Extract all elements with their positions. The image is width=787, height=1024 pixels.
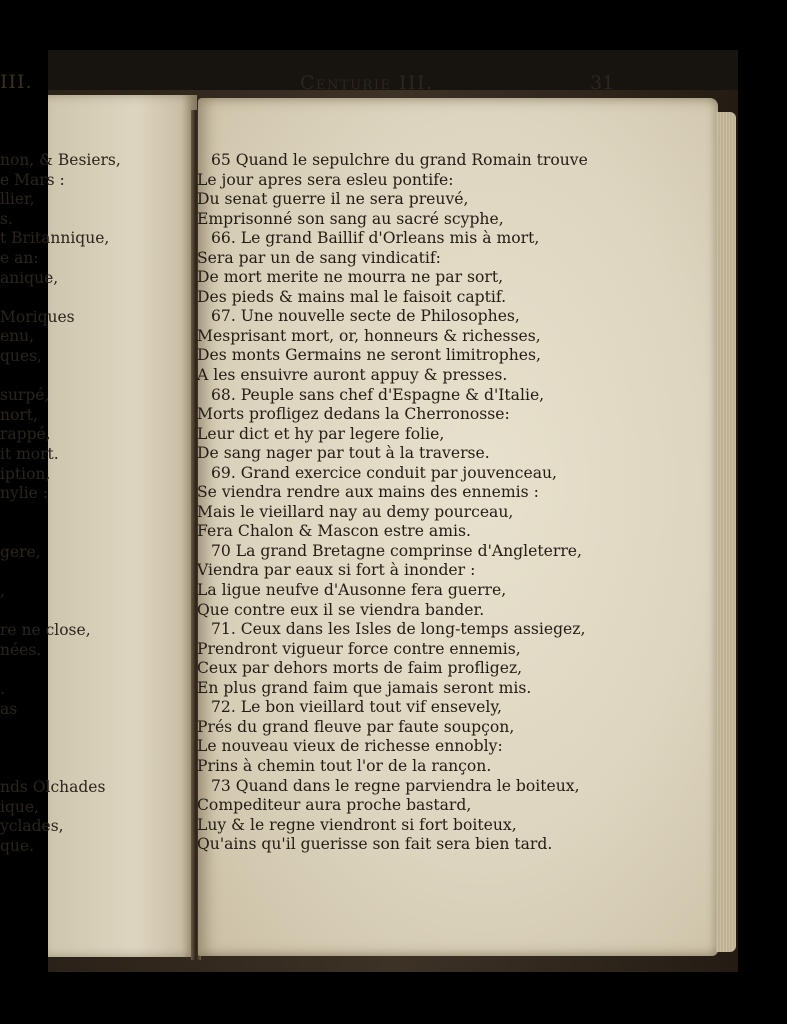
left-page-line: non, & Besiers, — [0, 151, 121, 169]
page-number: 31 — [590, 72, 615, 94]
verse-line: Le jour apres sera esleu pontife: — [197, 170, 454, 189]
left-page-line — [0, 739, 148, 759]
left-page-line: rappé, — [0, 425, 51, 444]
verse-text — [197, 151, 667, 855]
left-page-line: ques, — [0, 346, 42, 365]
left-page-line — [0, 758, 148, 778]
left-page-line: iption, — [0, 464, 51, 483]
verse-line: Luy & le regne viendront si fort boiteux, — [197, 815, 517, 834]
left-page-line — [0, 288, 148, 308]
left-page-line — [0, 504, 148, 524]
verse-line: 67. Une nouvelle secte de Philosophes, — [211, 307, 520, 326]
left-page-line — [0, 523, 148, 543]
verse-line: De mort merite ne mourra ne par sort, — [197, 268, 504, 287]
left-page-line: yclades, — [0, 817, 64, 836]
left-page-line: llier, — [0, 190, 35, 209]
left-page-line: s. — [0, 209, 13, 228]
left-page-line — [0, 719, 148, 739]
verse-line: Fera Chalon & Mascon estre amis. — [197, 522, 471, 541]
verse-line: Le nouveau vieux de richesse ennobly: — [197, 737, 503, 756]
verse-line: De sang nager par tout à la traverse. — [197, 444, 490, 463]
verse-line: 68. Peuple sans chef d'Espagne & d'Italie, — [211, 385, 545, 404]
left-page-line: que. — [0, 836, 35, 855]
left-page-line — [0, 660, 148, 680]
verse-line: 73 Quand dans le regne parviendra le boiteux, — [211, 776, 580, 795]
left-page-line: it mort. — [0, 444, 59, 463]
verse-line: Ceux par dehors morts de faim profligez, — [197, 659, 523, 678]
verse-line: Qu'ains qu'il guerisse son fait sera bien tard. — [197, 835, 553, 854]
verse-line: 69. Grand exercice conduit par jouvenceau, — [211, 463, 557, 482]
left-page-line: e an: — [0, 248, 39, 267]
verse-line: A les ensuivre auront appuy & presses. — [197, 366, 508, 385]
left-page-line: surpé, — [0, 386, 50, 405]
left-page-line: anique, — [0, 268, 59, 287]
verse-line: Leur dict et hy par legere folie, — [197, 424, 445, 443]
left-page-text — [0, 151, 148, 856]
left-page-line: , — [0, 582, 5, 601]
left-page-line — [0, 367, 148, 387]
verse-line: Compediteur aura proche bastard, — [197, 796, 472, 815]
verse-line: Des pieds & mains mal le faisoit captif. — [197, 287, 507, 306]
verse-line: Morts profligez dedans la Cherronosse: — [197, 405, 510, 424]
verse-line: Prins à chemin tout l'or de la rançon. — [197, 756, 492, 775]
verse-line: 72. Le bon vieillard tout vif ensevely, — [211, 698, 503, 717]
left-page-line: as — [0, 699, 18, 718]
left-page-line: nylie : — [0, 484, 48, 503]
left-page-line: gere, — [0, 542, 41, 561]
running-head: Centurie III. — [300, 72, 434, 94]
verse-line: 71. Ceux dans les Isles de long-temps assiegez, — [211, 620, 586, 639]
verse-line: Mais le vieillard nay au demy pourceau, — [197, 502, 514, 521]
left-page-line: ique, — [0, 797, 39, 816]
verse-line: 70 La grand Bretagne comprinse d'Angleterre, — [211, 541, 582, 560]
verse-line: Que contre eux il se viendra bander. — [197, 600, 485, 619]
left-page-line: Moriques — [0, 307, 75, 326]
left-page-line — [0, 602, 148, 622]
verse-line: Viendra par eaux si fort à inonder : — [197, 561, 476, 580]
page-edges — [716, 112, 736, 952]
verse-line: Des monts Germains ne seront limitrophes, — [197, 346, 541, 365]
verse-line: 66. Le grand Baillif d'Orleans mis à mort, — [211, 229, 540, 248]
verse-line: Du senat guerre il ne sera preuvé, — [197, 190, 469, 209]
verse-line: Sera par un de sang vindicatif: — [197, 248, 441, 267]
verse-line: La ligue neufve d'Ausonne fera guerre, — [197, 581, 507, 600]
verse-line: Mesprisant mort, or, honneurs & richesses, — [197, 326, 541, 345]
left-page-line: t Britannique, — [0, 229, 110, 248]
left-page-line: re ne close, — [0, 621, 91, 640]
left-page-header: III. — [0, 71, 33, 93]
left-page-line: e Mars : — [0, 170, 65, 189]
verse-line: 65 Quand le sepulchre du grand Romain trouve — [211, 151, 588, 169]
left-page-line: . — [0, 680, 5, 699]
verse-line: Emprisonné son sang au sacré scyphe, — [197, 209, 504, 228]
verse-line: En plus grand faim que jamais seront mis. — [197, 678, 532, 697]
verse-line: Se viendra rendre aux mains des ennemis : — [197, 483, 539, 502]
left-page-line — [0, 562, 148, 582]
left-page-line: nées. — [0, 640, 42, 659]
left-page-line: enu, — [0, 327, 35, 346]
verse-line: Prendront vigueur force contre ennemis, — [197, 639, 521, 658]
left-page-line: nort, — [0, 405, 38, 424]
verse-line: Prés du grand fleuve par faute soupçon, — [197, 717, 515, 736]
left-page-line: nds Olchades — [0, 778, 106, 796]
